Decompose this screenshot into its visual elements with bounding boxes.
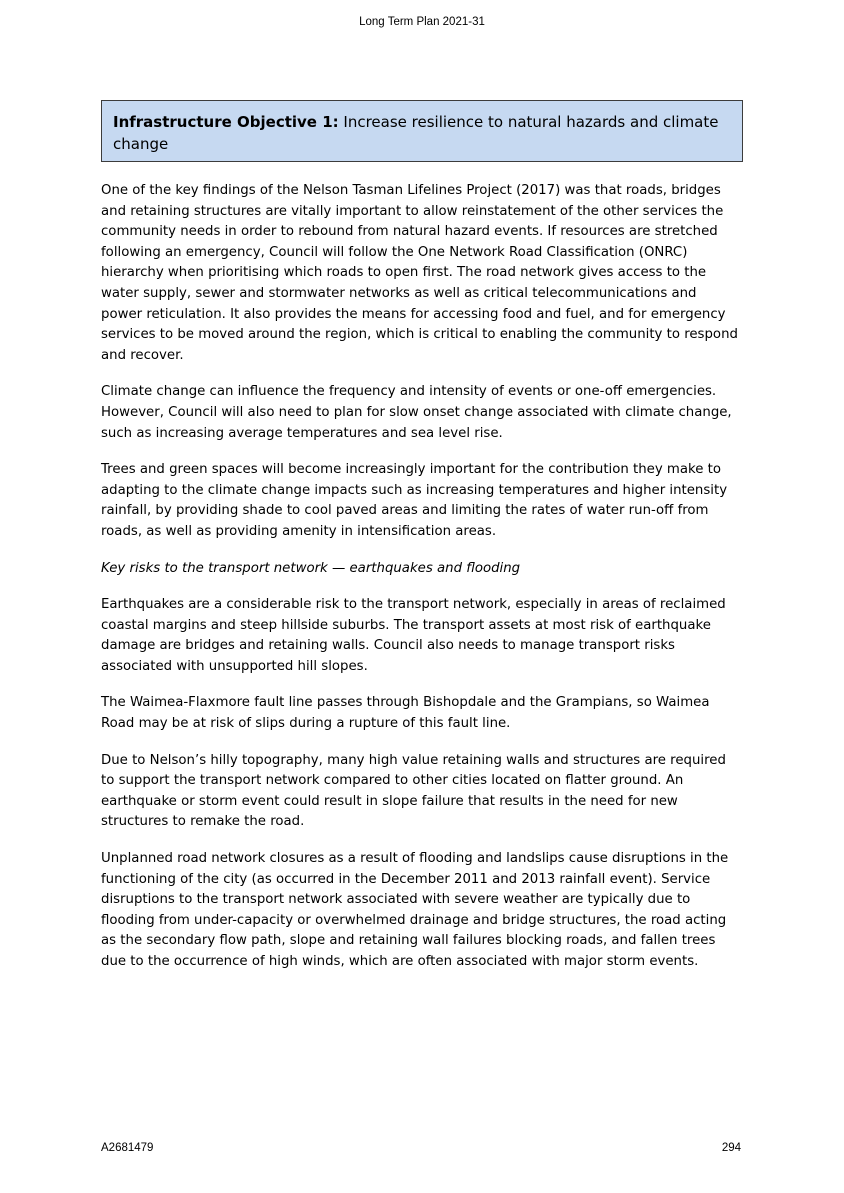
paragraph-topography: Due to Nelson’s hilly topography, many high value retaining walls and structures are required to support the transport network compared to other cities located on flatter ground. An earthquake or storm event could result in slope failure that results in the need for new structures to remake the road. — [101, 752, 726, 830]
paragraph-road-closures: Unplanned road network closures as a result of flooding and landslips cause disruptions in the functioning of the city (as occurred in the December 2011 and 2013 rainfall event). Service disruptions to the transport network associated with severe weather are typically due to flooding from under-capacity or overwhelmed drainage and bridge structures, the road acting as the secondary flow path, slope and retaining wall failures blocking roads, and fallen trees due to the occurrence of high winds, which are often associated with major storm events. — [101, 851, 729, 969]
page-header: Long Term Plan 2021-31 — [359, 16, 485, 28]
paragraph-climate-change: Climate change can influence the frequency and intensity of events or one-off emergencies. However, Council will also need to plan for slow onset change associated with climate change, such as increasing average temperatures and sea level rise. — [101, 384, 732, 441]
section-subheading: Key risks to the transport network — earthquakes and flooding — [101, 560, 521, 576]
paragraph-trees-green-spaces: Trees and green spaces will become increasingly important for the contribution they make to adapting to the climate change impacts such as increasing temperatures and higher intensity rainfall, by providing shade to cool paved areas and limiting the rates of water run-off from roads, as well as providing amenity in intensification areas. — [101, 462, 728, 539]
document-id: A2681479 — [101, 1142, 154, 1154]
paragraph-fault-line: The Waimea-Flaxmore fault line passes through Bishopdale and the Grampians, so Waimea Road may be at risk of slips during a rupture of this fault line. — [101, 695, 710, 732]
paragraph-lifelines: One of the key findings of the Nelson Tasman Lifelines Project (2017) was that roads, bridges and retaining structures are vitally important to allow reinstatement of the other services the community needs in order to rebound from natural hazard events. If resources are stretched following an emergency, Council will follow the One Network Road Classification (ONRC) hierarchy when prioritising which roads to open first. The road network gives access to the water supply, sewer and stormwater networks as well as critical telecommunications and power reticulation. It also provides the means for accessing food and fuel, and for emergency services to be moved around the region, which is critical to enabling the community to respond and recover. — [101, 183, 738, 363]
paragraph-earthquakes: Earthquakes are a considerable risk to the transport network, especially in areas of reclaimed coastal margins and steep hillside suburbs. The transport assets at most risk of earthquake damage are bridges and retaining walls. Council also needs to manage transport risks associated with unsupported hill slopes. — [101, 597, 726, 674]
page-number: 294 — [721, 1142, 741, 1154]
body-content — [101, 181, 741, 989]
objective-label: Infrastructure Objective 1: — [113, 113, 339, 131]
objective-callout — [101, 100, 743, 162]
objective-text: Increase resilience to natural hazards and climate change — [113, 113, 719, 153]
